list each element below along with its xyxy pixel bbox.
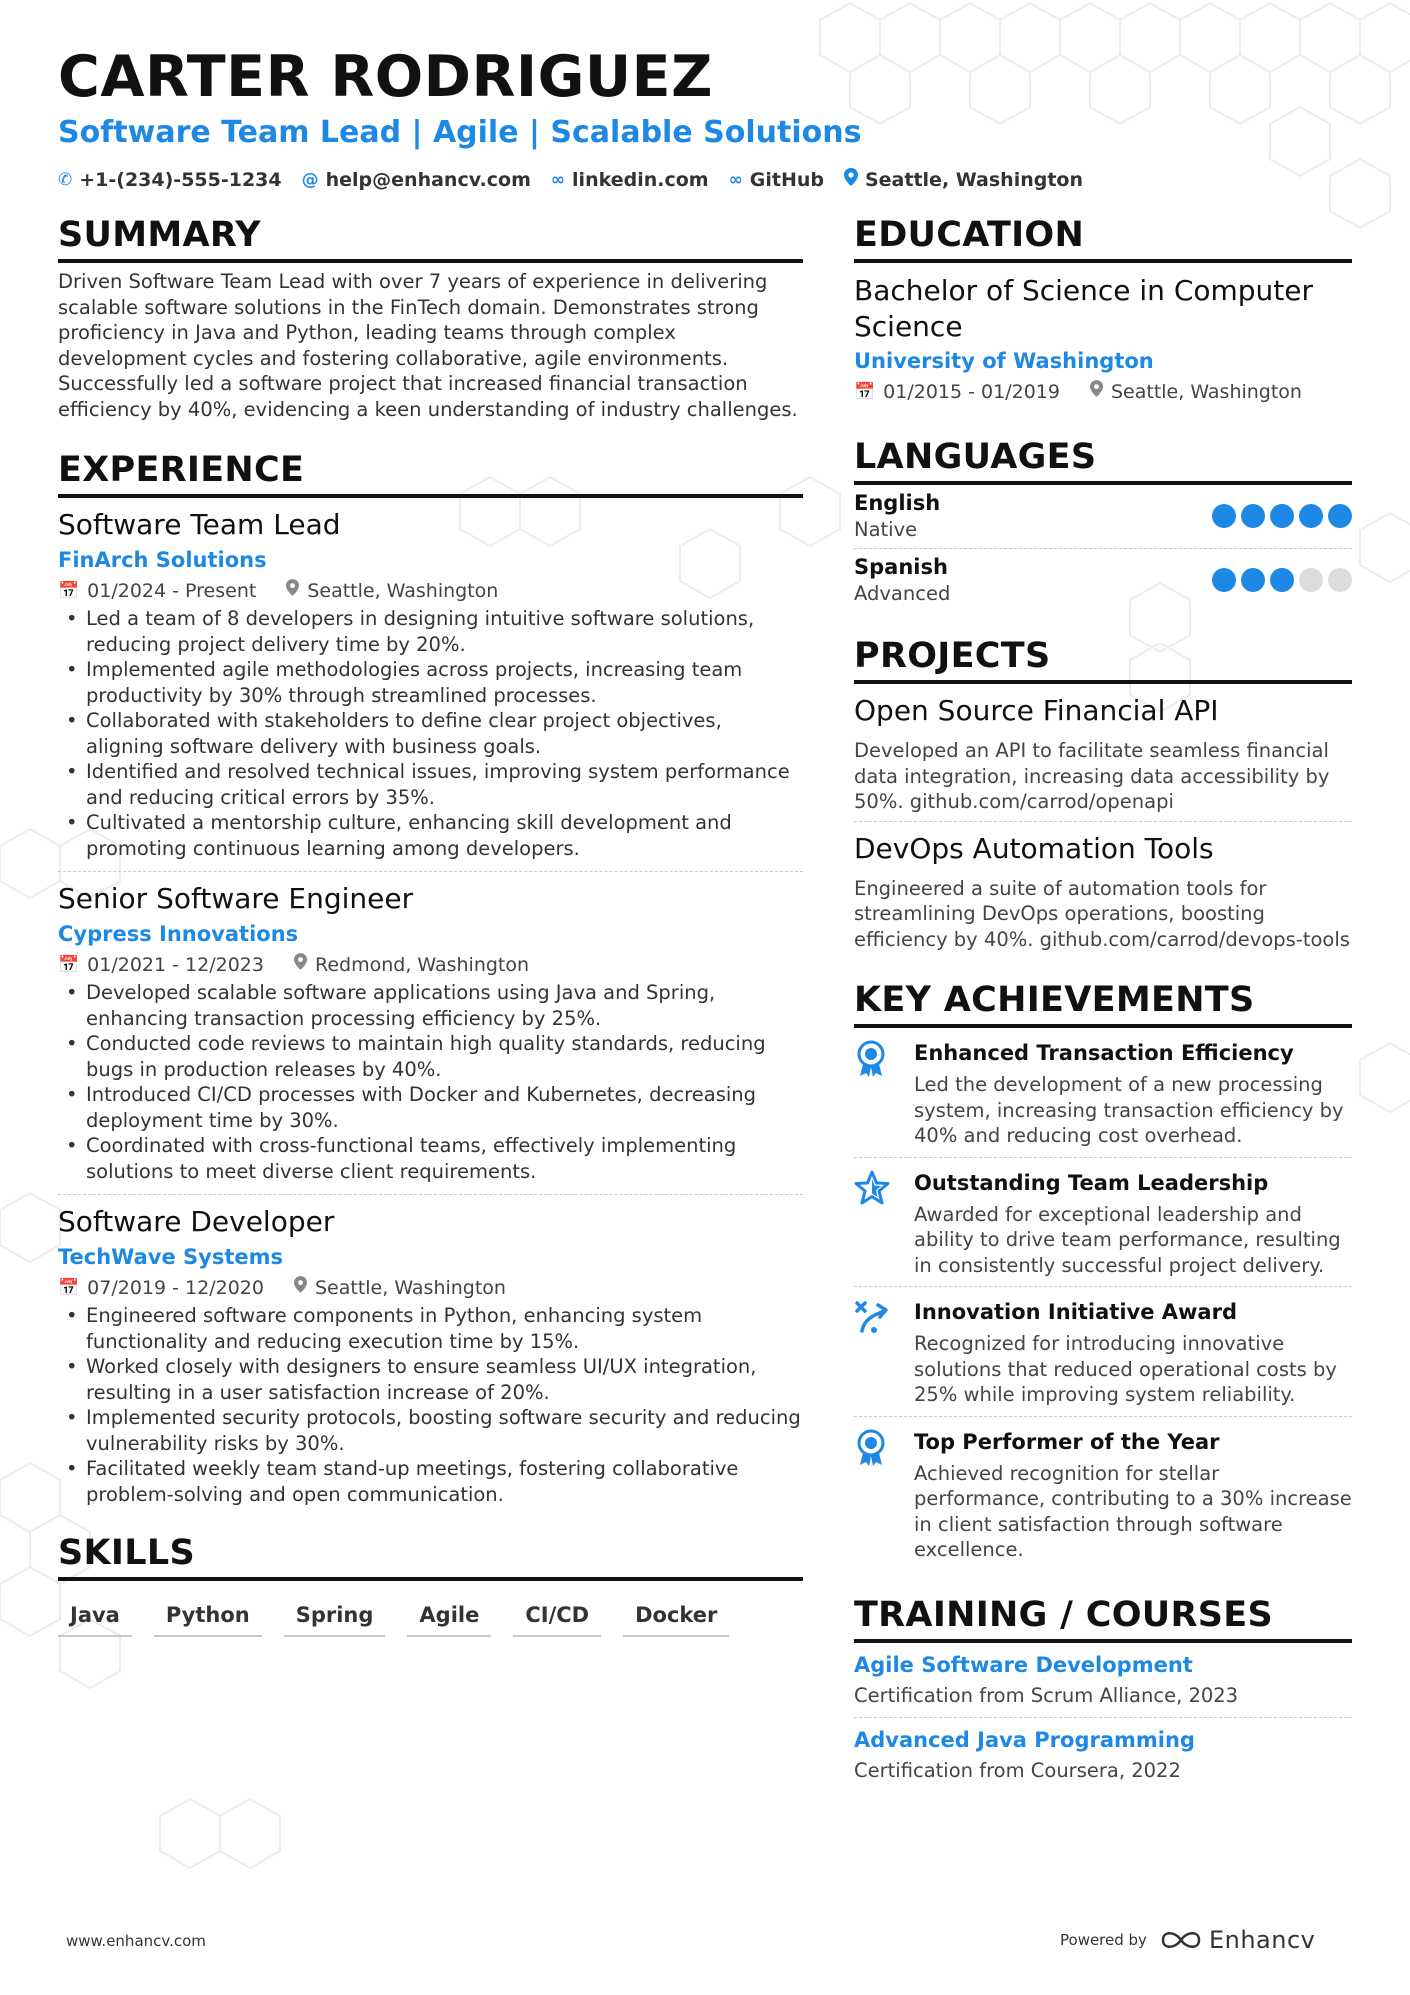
job-dates: 01/2021 - 12/2023	[87, 954, 264, 976]
rating-dot-filled	[1212, 568, 1236, 592]
course-description: Certification from Coursera, 2022	[854, 1758, 1181, 1782]
achievement-description: Recognized for introducing innovative solutions that reduced operational costs by 25% while improving system reliability.	[914, 1332, 1337, 1406]
calendar-icon: 📅	[58, 1278, 80, 1298]
skills-heading: SKILLS	[58, 1533, 803, 1581]
job-location: Seattle, Washington	[307, 580, 499, 602]
job-bullet: • Led a team of 8 developers in designing intuitive software solutions, reducing project delivery time by 20%.	[58, 606, 803, 657]
experience-entry	[58, 506, 803, 872]
right-column	[854, 215, 1352, 1792]
achievement-title: Enhanced Transaction Efficiency	[914, 1041, 1294, 1065]
rating-dot-empty	[1299, 568, 1323, 592]
achievement-item	[854, 1028, 1352, 1158]
language-name: English	[854, 491, 941, 515]
job-bullet: • Introduced CI/CD processes with Docker and Kubernetes, decreasing deployment time by 30%.	[58, 1082, 803, 1133]
contact-location-text: Seattle, Washington	[864, 168, 1084, 191]
job-bullet: • Engineered software components in Python, enhancing system functionality and reducing execution time by 15%.	[58, 1303, 803, 1354]
job-dates: 07/2019 - 12/2020	[87, 1277, 264, 1299]
enhancv-logo-icon	[1161, 1929, 1201, 1951]
calendar-icon: 📅	[854, 382, 876, 402]
powered-by-label: Powered by	[1060, 1931, 1147, 1949]
language-name: Spanish	[854, 555, 948, 579]
course-title: Advanced Java Programming	[854, 1727, 1195, 1752]
skill-tag: Java	[58, 1599, 132, 1637]
job-bullet: • Conducted code reviews to maintain high quality standards, reducing bugs in production releases by 40%.	[58, 1031, 803, 1082]
achievement-title: Top Performer of the Year	[914, 1429, 1220, 1454]
job-meta	[58, 1273, 803, 1303]
education-location: Seattle, Washington	[1110, 381, 1302, 403]
course-item	[854, 1649, 1352, 1718]
calendar-icon: 📅	[58, 955, 80, 975]
projects-heading: PROJECTS	[854, 636, 1352, 684]
rating-dot-filled	[1270, 568, 1294, 592]
rating-dot-filled	[1241, 568, 1265, 592]
link-icon: ∞	[728, 169, 743, 190]
divider	[854, 821, 1352, 822]
course-item	[854, 1724, 1352, 1792]
contact-bar	[58, 168, 1083, 191]
experience-entry	[58, 1203, 803, 1507]
job-meta	[58, 950, 803, 980]
star-icon	[854, 1168, 896, 1279]
achievement-description: Led the development of a new processing system, increasing transaction efficiency by 40% and reducing cost overhead.	[914, 1073, 1344, 1147]
project-description: Engineered a suite of automation tools for streamlining DevOps operations, boosting efficiency by 40%. github.com/carrod/devops-tools	[854, 876, 1350, 951]
achievement-title: Innovation Initiative Award	[914, 1300, 1237, 1324]
brand-name: Enhancv	[1208, 1926, 1316, 1954]
job-location: Seattle, Washington	[314, 1277, 506, 1299]
achievement-item	[854, 1158, 1352, 1288]
job-bullet: • Identified and resolved technical issues, improving system performance and reducing critical errors by 35%.	[58, 759, 803, 810]
language-item	[854, 553, 1352, 612]
job-title: Software Team Lead	[58, 508, 341, 541]
award-ribbon-icon	[854, 1038, 896, 1149]
achievements-heading: KEY ACHIEVEMENTS	[854, 980, 1352, 1028]
footer-website[interactable]: www.enhancv.com	[66, 1932, 206, 1950]
project-item	[854, 692, 1352, 822]
project-description: Developed an API to facilitate seamless financial data integration, increasing data accessibility by 50%. github.com/carrod/openapi	[854, 739, 1330, 813]
contact-github-text: GitHub	[749, 168, 824, 191]
job-dates: 01/2024 - Present	[87, 580, 257, 602]
education-heading: EDUCATION	[854, 215, 1352, 263]
link-icon: ∞	[550, 169, 566, 190]
summary-text: Driven Software Team Lead with over 7 years of experience in delivering scalable software solutions in the FinTech domain. Demonstrates strong proficiency in Java and Python, leading teams through complex development cycles and fostering collaborative, agile environments. Successfully led a software project that increased financial transaction efficiency by 40%, evidencing a keen understanding of industry challenges.	[58, 270, 798, 421]
language-rating	[1212, 568, 1352, 592]
company-name: FinArch Solutions	[58, 548, 267, 572]
job-bullets	[58, 980, 803, 1184]
contact-linkedin-text: linkedin.com	[572, 168, 709, 191]
language-item	[854, 489, 1352, 549]
contact-phone-text: +1-(234)-555-1234	[79, 168, 282, 191]
at-icon: @	[301, 169, 319, 190]
job-bullet: • Worked closely with designers to ensure seamless UI/UX integration, resulting in a user satisfaction increase of 20%.	[58, 1354, 803, 1405]
achievement-description: Awarded for exceptional leadership and ability to drive team performance, resulting in consistently successful project delivery.	[914, 1202, 1341, 1277]
course-description: Certification from Scrum Alliance, 2023	[854, 1681, 1352, 1718]
contact-github[interactable]	[729, 168, 824, 191]
job-title: Senior Software Engineer	[58, 882, 414, 915]
strategy-arrow-icon	[854, 1297, 896, 1408]
contact-email-text: help@enhancv.com	[325, 168, 531, 191]
language-level: Advanced	[854, 582, 951, 605]
achievement-item	[854, 1417, 1352, 1571]
footer-branding	[1060, 1926, 1315, 1954]
rating-dot-filled	[1299, 504, 1323, 528]
company-name: TechWave Systems	[58, 1245, 283, 1269]
contact-linkedin[interactable]	[551, 168, 709, 191]
education-dates: 01/2015 - 01/2019	[883, 381, 1060, 403]
skill-tag: Agile	[407, 1599, 491, 1637]
job-bullets	[58, 1303, 803, 1507]
contact-location	[844, 168, 1083, 191]
languages-heading: LANGUAGES	[854, 437, 1352, 485]
project-title: DevOps Automation Tools	[854, 831, 1214, 865]
skills-list	[58, 1599, 803, 1637]
skill-tag: Docker	[623, 1599, 729, 1637]
achievement-item	[854, 1287, 1352, 1417]
project-title: Open Source Financial API	[854, 694, 1219, 727]
rating-dot-filled	[1328, 504, 1352, 528]
course-title: Agile Software Development	[854, 1652, 1193, 1677]
skill-tag: Spring	[284, 1599, 386, 1637]
brand-logo[interactable]	[1161, 1926, 1315, 1954]
experience-heading: EXPERIENCE	[58, 450, 803, 498]
job-bullet: • Implemented security protocols, boosting software security and reducing vulnerability risks by 30%.	[58, 1405, 803, 1456]
rating-dot-filled	[1241, 504, 1265, 528]
award-ribbon-icon	[854, 1427, 896, 1563]
location-icon	[1090, 377, 1103, 407]
rating-dot-empty	[1328, 568, 1352, 592]
job-bullet: • Cultivated a mentorship culture, enhancing skill development and promoting continuous learning among developers.	[58, 810, 803, 861]
job-bullet: • Collaborated with stakeholders to define clear project objectives, aligning software delivery with business goals.	[58, 708, 803, 759]
job-bullet: • Coordinated with cross-functional teams, effectively implementing solutions to meet diverse client requirements.	[58, 1133, 803, 1184]
candidate-name: CARTER RODRIGUEZ	[58, 44, 713, 110]
left-column	[58, 215, 803, 1637]
job-bullet: • Facilitated weekly team stand-up meetings, fostering collaborative problem-solving and open communication.	[58, 1456, 803, 1507]
calendar-icon: 📅	[58, 581, 80, 601]
project-item	[854, 830, 1352, 953]
contact-phone[interactable]	[58, 168, 282, 191]
achievement-title: Outstanding Team Leadership	[914, 1170, 1269, 1195]
job-bullet: • Implemented agile methodologies across projects, increasing team productivity by 30% through streamlined processes.	[58, 657, 803, 708]
training-heading: TRAINING / COURSES	[854, 1595, 1352, 1643]
divider	[58, 1194, 803, 1195]
summary-heading: SUMMARY	[58, 215, 803, 263]
job-bullets	[58, 606, 803, 861]
location-icon	[844, 168, 858, 191]
phone-icon: ✆	[58, 169, 73, 190]
divider	[58, 871, 803, 872]
location-icon	[286, 576, 299, 606]
degree: Bachelor of Science in Computer Science	[854, 274, 1314, 343]
achievement-description: Achieved recognition for stellar performance, contributing to a 30% increase in client satisfaction through software excellence.	[914, 1461, 1352, 1561]
location-icon	[294, 1273, 307, 1303]
job-title: Software Developer	[58, 1205, 335, 1238]
company-name: Cypress Innovations	[58, 922, 299, 946]
rating-dot-filled	[1212, 504, 1236, 528]
language-level: Native	[854, 518, 918, 541]
headline: Software Team Lead | Agile | Scalable Solutions	[58, 115, 862, 150]
job-location: Redmond, Washington	[314, 954, 530, 976]
skill-tag: CI/CD	[513, 1599, 601, 1637]
skill-tag: Python	[154, 1599, 262, 1637]
education-meta	[854, 377, 1352, 407]
language-rating	[1212, 504, 1352, 528]
location-icon	[294, 950, 307, 980]
contact-email[interactable]	[302, 168, 531, 191]
experience-entry	[58, 880, 803, 1195]
school-name: University of Washington	[854, 349, 1154, 373]
job-bullet: • Developed scalable software applications using Java and Spring, enhancing transaction processing efficiency by 25%.	[58, 980, 803, 1031]
job-meta	[58, 576, 803, 606]
rating-dot-filled	[1270, 504, 1294, 528]
